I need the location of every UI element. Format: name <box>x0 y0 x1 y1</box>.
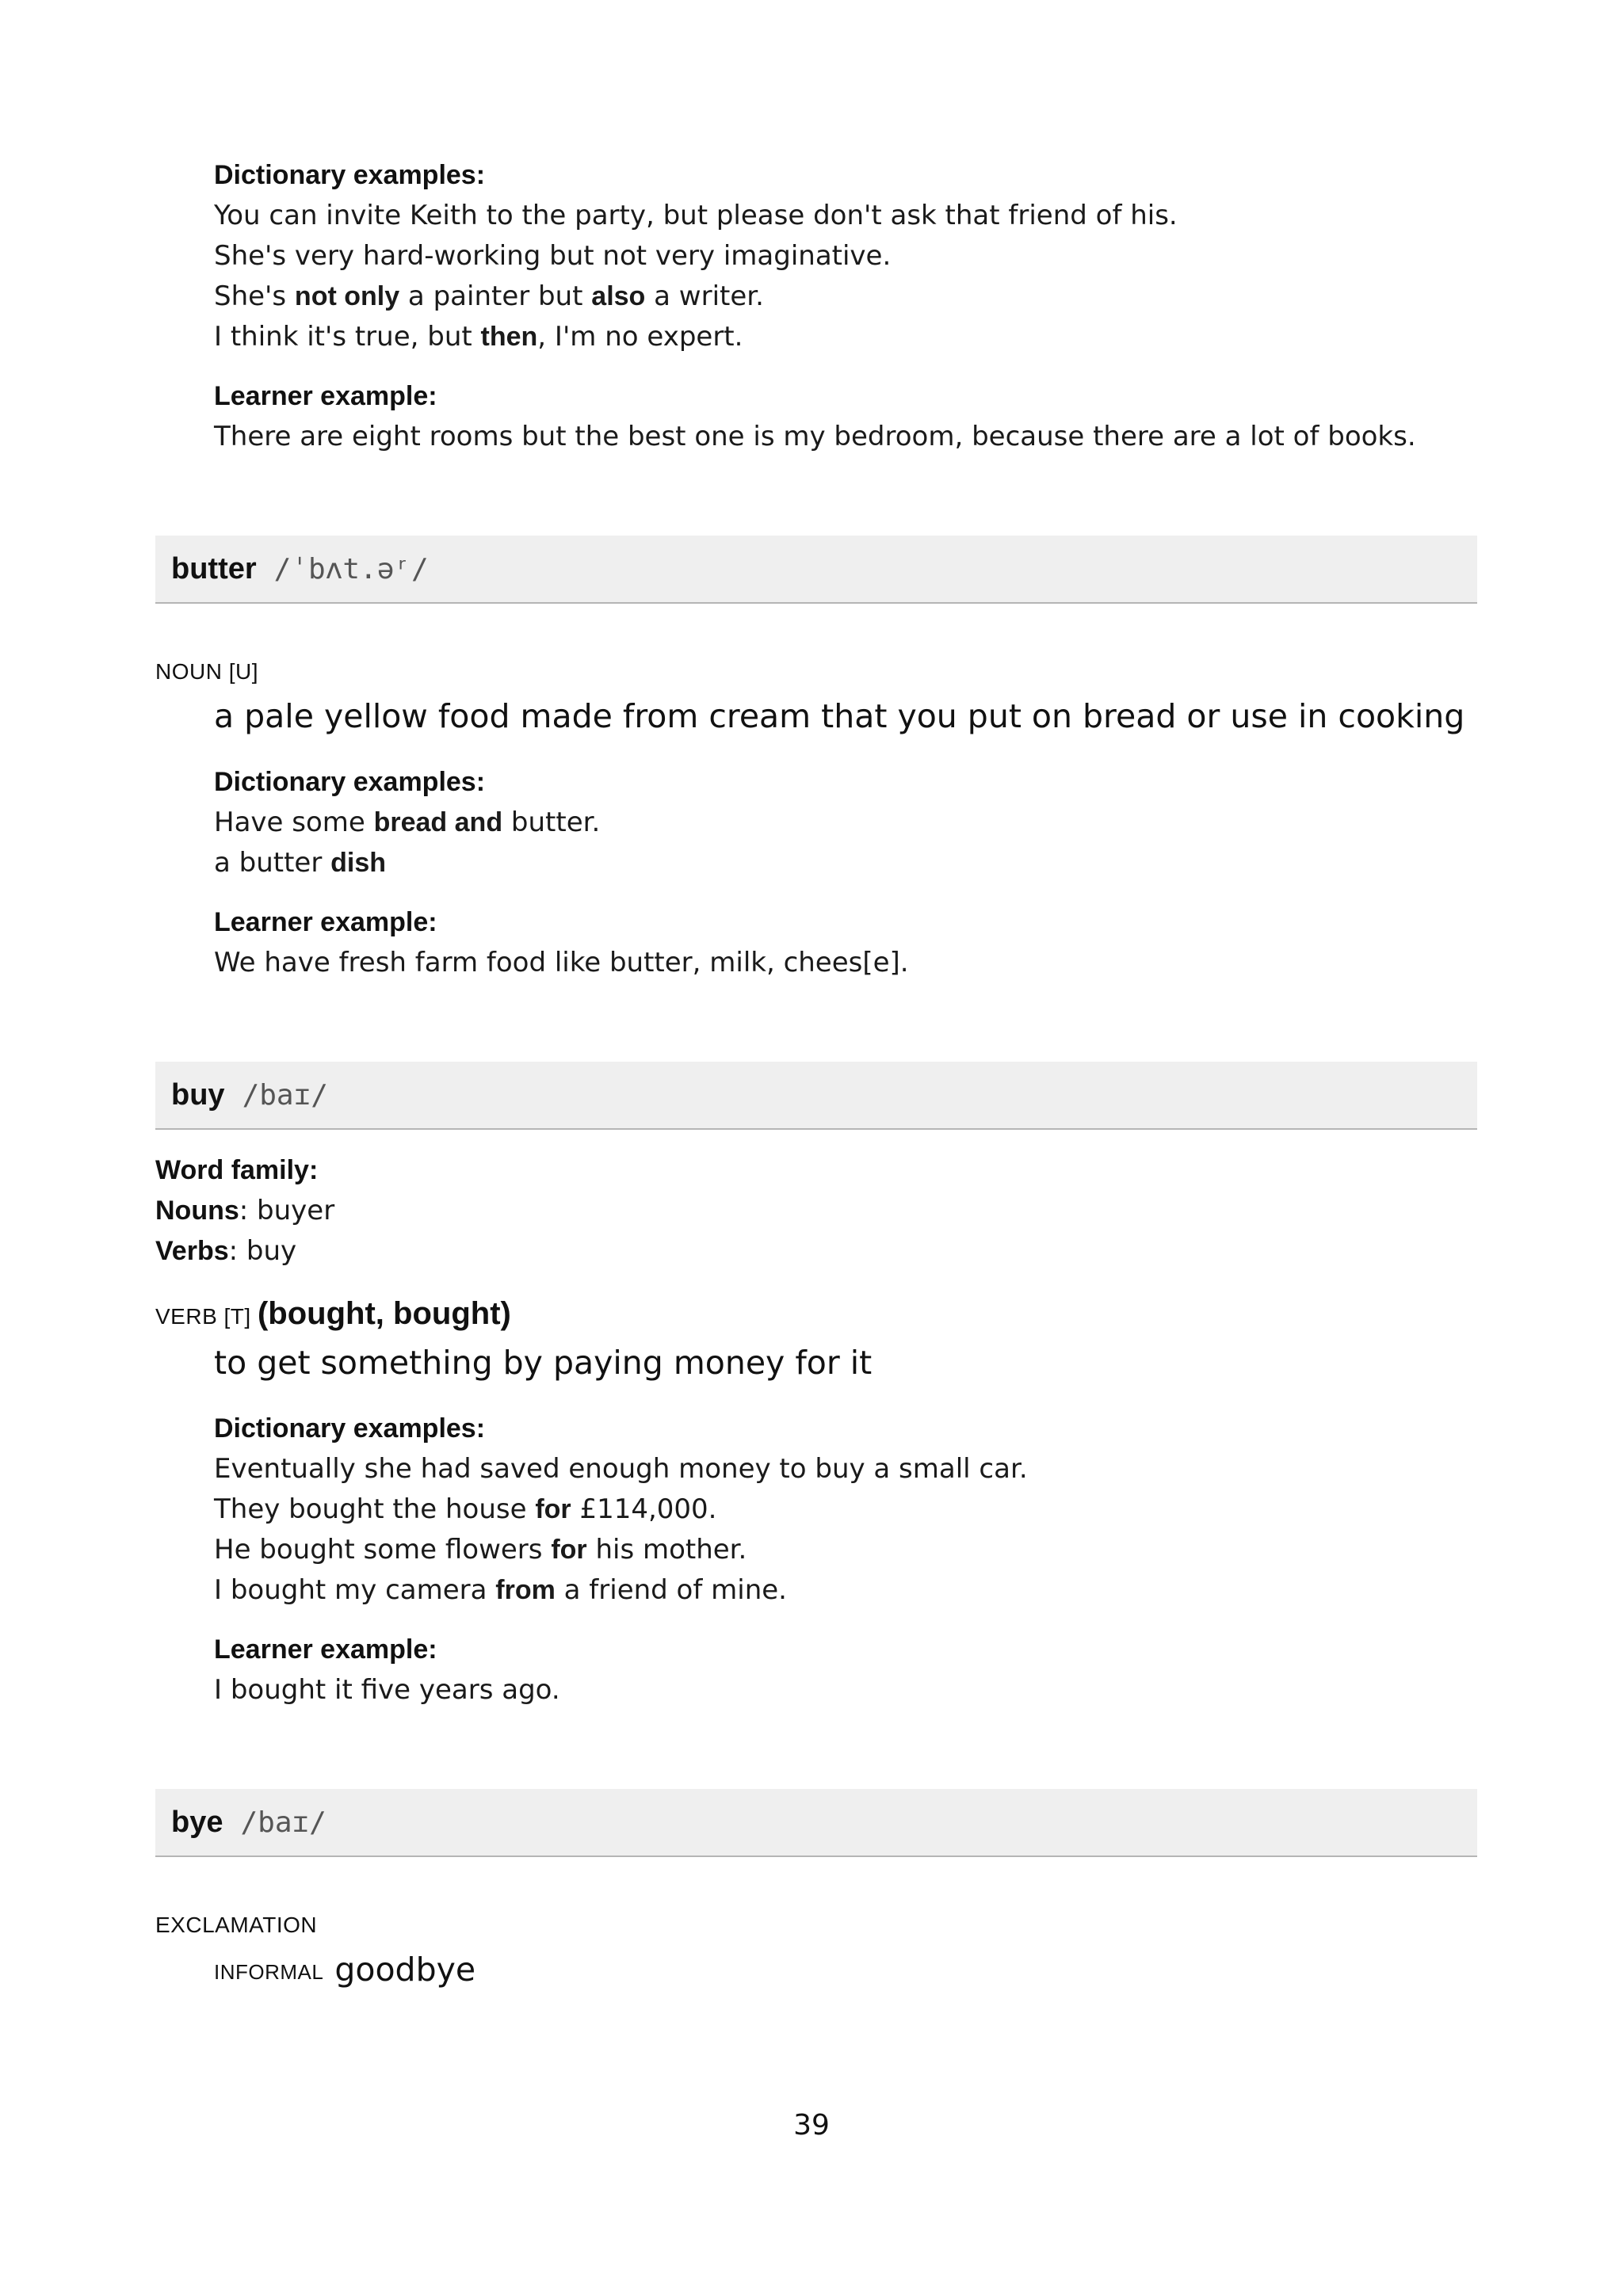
example-sentence <box>214 1489 1482 1530</box>
bold-collocation: not only <box>294 281 400 311</box>
part-of-speech-line <box>155 1296 511 1332</box>
bold-collocation: then <box>480 322 538 352</box>
dictionary-examples-label: Dictionary examples: <box>214 767 486 797</box>
learner-example-label: Learner example: <box>214 1634 437 1665</box>
example-text: She's <box>214 280 295 312</box>
nouns-value: : buyer <box>239 1195 335 1226</box>
dictionary-examples-label: Dictionary examples: <box>214 160 486 190</box>
word-family-nouns <box>155 1191 334 1231</box>
example-sentence <box>214 196 1482 236</box>
example-text: Eventually she had saved enough money to buy a small car. <box>214 1453 1028 1485</box>
pronunciation: /baɪ/ <box>242 1078 328 1112</box>
example-sentence <box>214 277 1482 317</box>
bold-collocation: for <box>535 1494 571 1524</box>
example-sentence <box>214 317 1482 357</box>
example-text: a friend of mine. <box>555 1574 787 1606</box>
learner-example: There are eight rooms but the best one is my bedroom, because there are a lot of books. <box>214 421 1416 452</box>
example-text: You can invite Keith to the party, but please don't ask that friend of his. <box>214 200 1178 231</box>
headword-bar-butter <box>155 536 1477 604</box>
example-list <box>214 803 1482 883</box>
example-list <box>214 196 1482 357</box>
example-text: a painter but <box>399 280 592 312</box>
headword-bar-buy <box>155 1062 1477 1130</box>
verbs-label: Verbs <box>155 1236 229 1266</box>
example-text: Have some <box>214 807 374 838</box>
page-number: 39 <box>793 2109 830 2142</box>
example-sentence <box>214 1570 1482 1611</box>
example-text: his mother. <box>586 1534 747 1566</box>
example-sentence <box>214 236 1482 277</box>
continued-entry <box>214 155 1482 457</box>
learner-example-label: Learner example: <box>214 907 437 937</box>
definition-line <box>214 1951 475 1989</box>
bold-collocation: for <box>551 1535 587 1565</box>
example-sentence <box>214 843 1482 883</box>
example-text: I think it's true, but <box>214 321 481 353</box>
bold-collocation: from <box>495 1575 556 1605</box>
headword: bye <box>171 1805 223 1839</box>
example-sentence <box>214 1530 1482 1570</box>
learner-example: I bought it five years ago. <box>214 1674 560 1706</box>
example-text: I bought my camera <box>214 1574 496 1606</box>
example-sentence <box>214 803 1482 843</box>
bold-collocation: dish <box>330 848 387 878</box>
headword: buy <box>171 1077 225 1112</box>
word-family-label: Word family: <box>155 1155 319 1185</box>
example-text: a butter <box>214 847 331 879</box>
dictionary-examples-label: Dictionary examples: <box>214 1413 486 1444</box>
definition: to get something by paying money for it <box>214 1344 873 1382</box>
example-text: butter. <box>502 807 601 838</box>
example-text: , I'm no expert. <box>537 321 743 353</box>
word-family <box>155 1150 334 1272</box>
part-of-speech: VERB [T] <box>155 1304 251 1329</box>
word-family-verbs <box>155 1231 334 1272</box>
register-label: INFORMAL <box>214 1960 324 1984</box>
bold-collocation: also <box>591 281 646 311</box>
example-text: She's very hard-working but not very imaginative. <box>214 240 892 272</box>
headword: butter <box>171 551 257 585</box>
buy-examples <box>214 1409 1482 1711</box>
example-text: They bought the house <box>214 1493 536 1525</box>
example-sentence <box>214 1449 1482 1489</box>
learner-example: We have fresh farm food like butter, milk, chees[e]. <box>214 947 909 978</box>
bold-collocation: bread and <box>373 807 503 837</box>
example-list <box>214 1449 1482 1611</box>
headword-bar-bye <box>155 1789 1477 1857</box>
definition: goodbye <box>334 1951 476 1989</box>
example-text: He bought some flowers <box>214 1534 552 1566</box>
part-of-speech: EXCLAMATION <box>155 1913 318 1937</box>
verbs-value: : buy <box>228 1235 297 1267</box>
learner-example-label: Learner example: <box>214 381 437 411</box>
verb-forms: (bought, bought) <box>257 1296 511 1331</box>
pronunciation: /baɪ/ <box>240 1806 327 1839</box>
example-text: £114,000. <box>571 1493 717 1525</box>
example-text: a writer. <box>645 280 764 312</box>
nouns-label: Nouns <box>155 1196 239 1226</box>
butter-examples <box>214 762 1482 983</box>
pronunciation: /ˈbʌt.əʳ/ <box>273 552 429 585</box>
part-of-speech: NOUN [U] <box>155 659 258 684</box>
definition: a pale yellow food made from cream that you put on bread or use in cooking <box>214 697 1465 735</box>
